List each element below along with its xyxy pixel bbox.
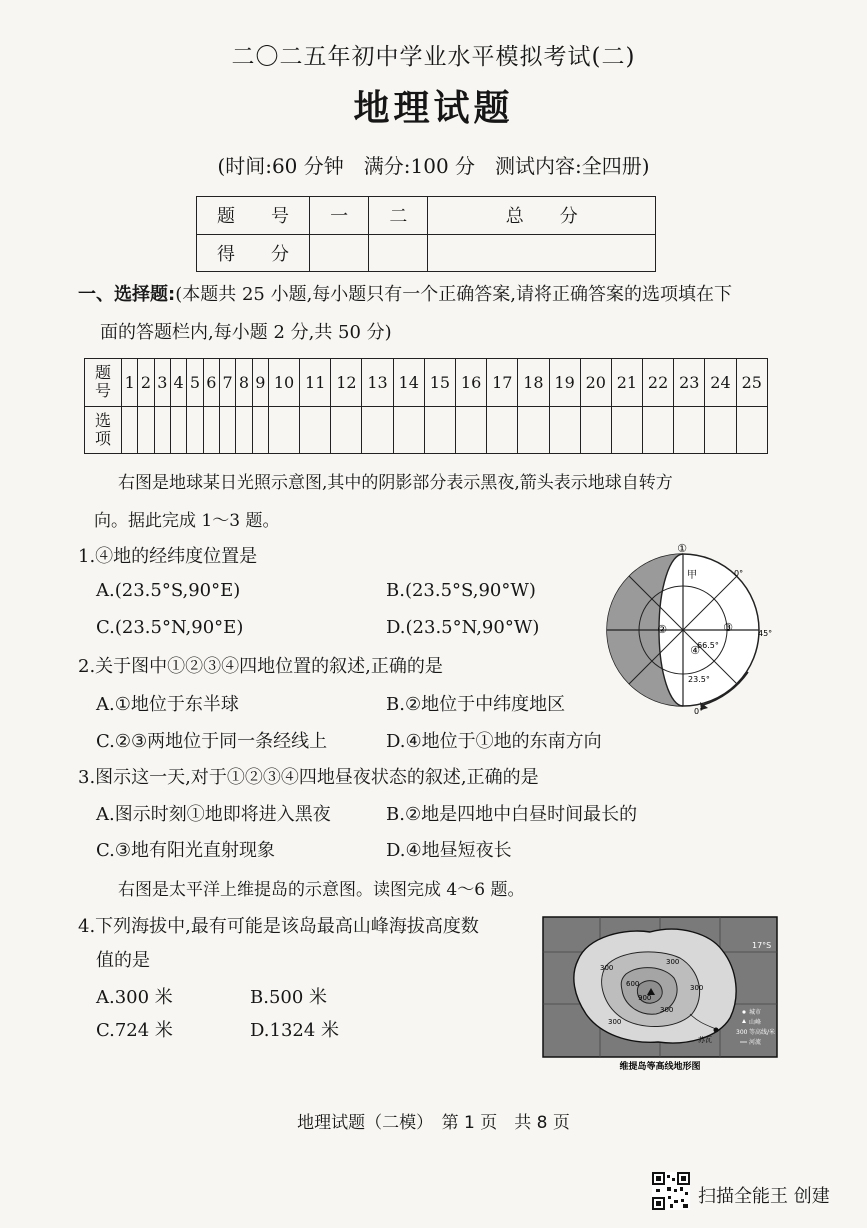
score-header-total: 总 分 xyxy=(428,197,656,235)
contour-label: 300 xyxy=(666,958,680,966)
answer-number-cell: 6 xyxy=(203,359,219,407)
qr-code-icon xyxy=(652,1172,690,1210)
legend-contour-value: 300 xyxy=(736,1029,748,1036)
answer-option-cell[interactable] xyxy=(219,406,235,454)
score-row-label: 得 分 xyxy=(197,234,310,272)
answer-option-cell[interactable] xyxy=(736,406,767,454)
answer-number-cell: 4 xyxy=(170,359,186,407)
legend-river: 河流 xyxy=(749,1039,762,1046)
answer-option-cell[interactable] xyxy=(203,406,219,454)
answer-number-cell: 5 xyxy=(187,359,203,407)
q4-stem-line2: 值的是 xyxy=(96,950,150,971)
score-cell[interactable] xyxy=(428,234,656,272)
q4-option-d[interactable]: D.1324 米 xyxy=(250,1020,340,1041)
answer-option-cell[interactable] xyxy=(170,406,186,454)
answer-number-cell: 12 xyxy=(331,359,362,407)
answer-option-cell[interactable] xyxy=(236,406,252,454)
legend-peak: 山峰 xyxy=(749,1019,762,1026)
label-point3: ③ xyxy=(723,621,733,634)
score-cell[interactable] xyxy=(310,234,369,272)
legend-city: 城市 xyxy=(749,1009,762,1016)
answer-number-cell: 15 xyxy=(424,359,455,407)
exam-title: 二〇二五年初中学业水平模拟考试(二) xyxy=(231,44,636,70)
subject-title: 地理试题 xyxy=(353,88,514,129)
answer-option-cell[interactable] xyxy=(187,406,203,454)
answer-option-cell[interactable] xyxy=(331,406,362,454)
label-lon0-bottom: 0° xyxy=(694,707,704,716)
answer-option-cell[interactable] xyxy=(424,406,455,454)
answer-option-cell[interactable] xyxy=(252,406,268,454)
page-footer: 地理试题（二模） 第 1 页 共 8 页 xyxy=(297,1113,570,1133)
answer-option-cell[interactable] xyxy=(580,406,611,454)
label-point1: ① xyxy=(677,542,687,555)
answer-number-cell: 20 xyxy=(580,359,611,407)
q1-option-c[interactable]: C.(23.5°N,90°E) xyxy=(96,617,244,638)
answer-number-cell: 2 xyxy=(138,359,154,407)
score-cell[interactable] xyxy=(369,234,428,272)
answer-option-cell[interactable] xyxy=(268,406,299,454)
q4-option-b[interactable]: B.500 米 xyxy=(250,987,328,1008)
label-point2: ② xyxy=(657,623,667,636)
answer-option-cell[interactable] xyxy=(122,406,138,454)
city-icon xyxy=(714,1028,719,1033)
q1-option-a[interactable]: A.(23.5°S,90°E) xyxy=(96,580,241,601)
answer-table xyxy=(84,358,768,454)
answer-option-cell[interactable] xyxy=(518,406,549,454)
q4-stem-line1: 4.下列海拔中,最有可能是该岛最高山峰海拔高度数 xyxy=(78,916,479,937)
q2-stem: 2.关于图中①②③④四地位置的叙述,正确的是 xyxy=(78,656,443,677)
answer-option-cell[interactable] xyxy=(643,406,674,454)
scanner-watermark: 扫描全能王 创建 xyxy=(698,1186,830,1207)
latitude-label: 17°S xyxy=(752,941,772,950)
answer-option-cell[interactable] xyxy=(487,406,518,454)
contour-label: 300 xyxy=(600,964,614,972)
answer-option-cell[interactable] xyxy=(393,406,424,454)
q2-option-a[interactable]: A.①地位于东半球 xyxy=(96,694,239,715)
answer-row-label-option xyxy=(85,406,122,454)
answer-number-cell: 23 xyxy=(674,359,705,407)
exam-info: (时间:60 分钟 满分:100 分 测试内容:全四册) xyxy=(217,154,650,178)
q4-option-c[interactable]: C.724 米 xyxy=(96,1020,173,1041)
answer-option-cell[interactable] xyxy=(549,406,580,454)
contour-label: 300 xyxy=(660,1006,674,1014)
answer-number-cell: 19 xyxy=(549,359,580,407)
contour-label: 900 xyxy=(638,994,652,1002)
contour-label: 600 xyxy=(626,980,640,988)
section1-label: 一、选择题: xyxy=(78,284,176,305)
answer-option-cell[interactable] xyxy=(138,406,154,454)
answer-option-cell[interactable] xyxy=(300,406,331,454)
answer-number-cell: 16 xyxy=(455,359,486,407)
answer-number-cell: 24 xyxy=(705,359,736,407)
q3-option-a[interactable]: A.图示时刻①地即将进入黑夜 xyxy=(96,804,331,825)
q3-option-b[interactable]: B.②地是四地中白昼时间最长的 xyxy=(386,804,638,825)
answer-option-cell[interactable] xyxy=(455,406,486,454)
label-lon45: 45° xyxy=(758,629,773,638)
answer-number-cell: 3 xyxy=(154,359,170,407)
answer-number-cell: 8 xyxy=(236,359,252,407)
answer-number-cell: 1 xyxy=(122,359,138,407)
contour-label: 300 xyxy=(690,984,704,992)
label-lon0-top: 0° xyxy=(734,569,744,578)
answer-number-cell: 11 xyxy=(300,359,331,407)
city-label: 苏瓦 xyxy=(698,1036,712,1044)
answer-number-cell: 7 xyxy=(219,359,235,407)
q3-option-d[interactable]: D.④地昼短夜长 xyxy=(386,840,512,861)
answer-number-cell: 10 xyxy=(268,359,299,407)
label-jia: 甲 xyxy=(687,570,697,581)
answer-number-cell: 17 xyxy=(487,359,518,407)
score-header-label: 题 号 xyxy=(197,197,310,235)
answer-option-cell[interactable] xyxy=(362,406,393,454)
q3-option-c[interactable]: C.③地有阳光直射现象 xyxy=(96,840,275,861)
answer-option-cell[interactable] xyxy=(705,406,736,454)
label-text: 题号 xyxy=(94,363,111,401)
answer-number-cell: 9 xyxy=(252,359,268,407)
intro2: 右图是太平洋上维提岛的示意图。读图完成 4～6 题。 xyxy=(118,880,525,900)
answer-option-cell[interactable] xyxy=(674,406,705,454)
label-23-5: 23.5° xyxy=(688,675,710,684)
q4-option-a[interactable]: A.300 米 xyxy=(96,987,173,1008)
score-header-1: 一 xyxy=(310,197,369,235)
q1-option-d[interactable]: D.(23.5°N,90°W) xyxy=(386,617,540,638)
label-point4: ④ xyxy=(690,644,700,657)
section1-instruction: (本题共 25 小题,每小题只有一个正确答案,请将正确答案的选项填在下 xyxy=(175,284,733,305)
legend-city-icon xyxy=(742,1010,745,1013)
earth-illumination-diagram xyxy=(598,540,784,716)
answer-number-cell: 14 xyxy=(393,359,424,407)
answer-row-label-number xyxy=(85,359,122,407)
section1-instruction-cont: 面的答题栏内,每小题 2 分,共 50 分) xyxy=(100,322,392,343)
q2-option-d[interactable]: D.④地位于①地的东南方向 xyxy=(386,731,602,752)
answer-option-cell[interactable] xyxy=(611,406,642,454)
answer-number-cell: 18 xyxy=(518,359,549,407)
q2-option-b[interactable]: B.②地位于中纬度地区 xyxy=(386,694,566,715)
intro1-line1: 右图是地球某日光照示意图,其中的阴影部分表示黑夜,箭头表示地球自转方 xyxy=(118,473,673,493)
legend-contour: 等高线/米 xyxy=(749,1029,776,1036)
answer-number-cell: 25 xyxy=(736,359,767,407)
intro1-line2: 向。据此完成 1～3 题。 xyxy=(94,511,280,531)
map-caption: 维提岛等高线地形图 xyxy=(619,1062,701,1072)
answer-number-cell: 13 xyxy=(362,359,393,407)
label-text: 选项 xyxy=(94,410,111,448)
score-table xyxy=(196,196,656,272)
score-header-2: 二 xyxy=(369,197,428,235)
answer-option-cell[interactable] xyxy=(154,406,170,454)
label-66-5: 66.5° xyxy=(697,641,719,650)
answer-number-cell: 22 xyxy=(643,359,674,407)
q3-stem: 3.图示这一天,对于①②③④四地昼夜状态的叙述,正确的是 xyxy=(78,767,539,788)
answer-number-cell: 21 xyxy=(611,359,642,407)
q1-option-b[interactable]: B.(23.5°S,90°W) xyxy=(386,580,536,601)
island-contour-map xyxy=(540,914,780,1074)
contour-label: 300 xyxy=(608,1018,622,1026)
section1-heading xyxy=(78,282,778,308)
q2-option-c[interactable]: C.②③两地位于同一条经线上 xyxy=(96,731,328,752)
q1-stem: 1.④地的经纬度位置是 xyxy=(78,546,258,567)
